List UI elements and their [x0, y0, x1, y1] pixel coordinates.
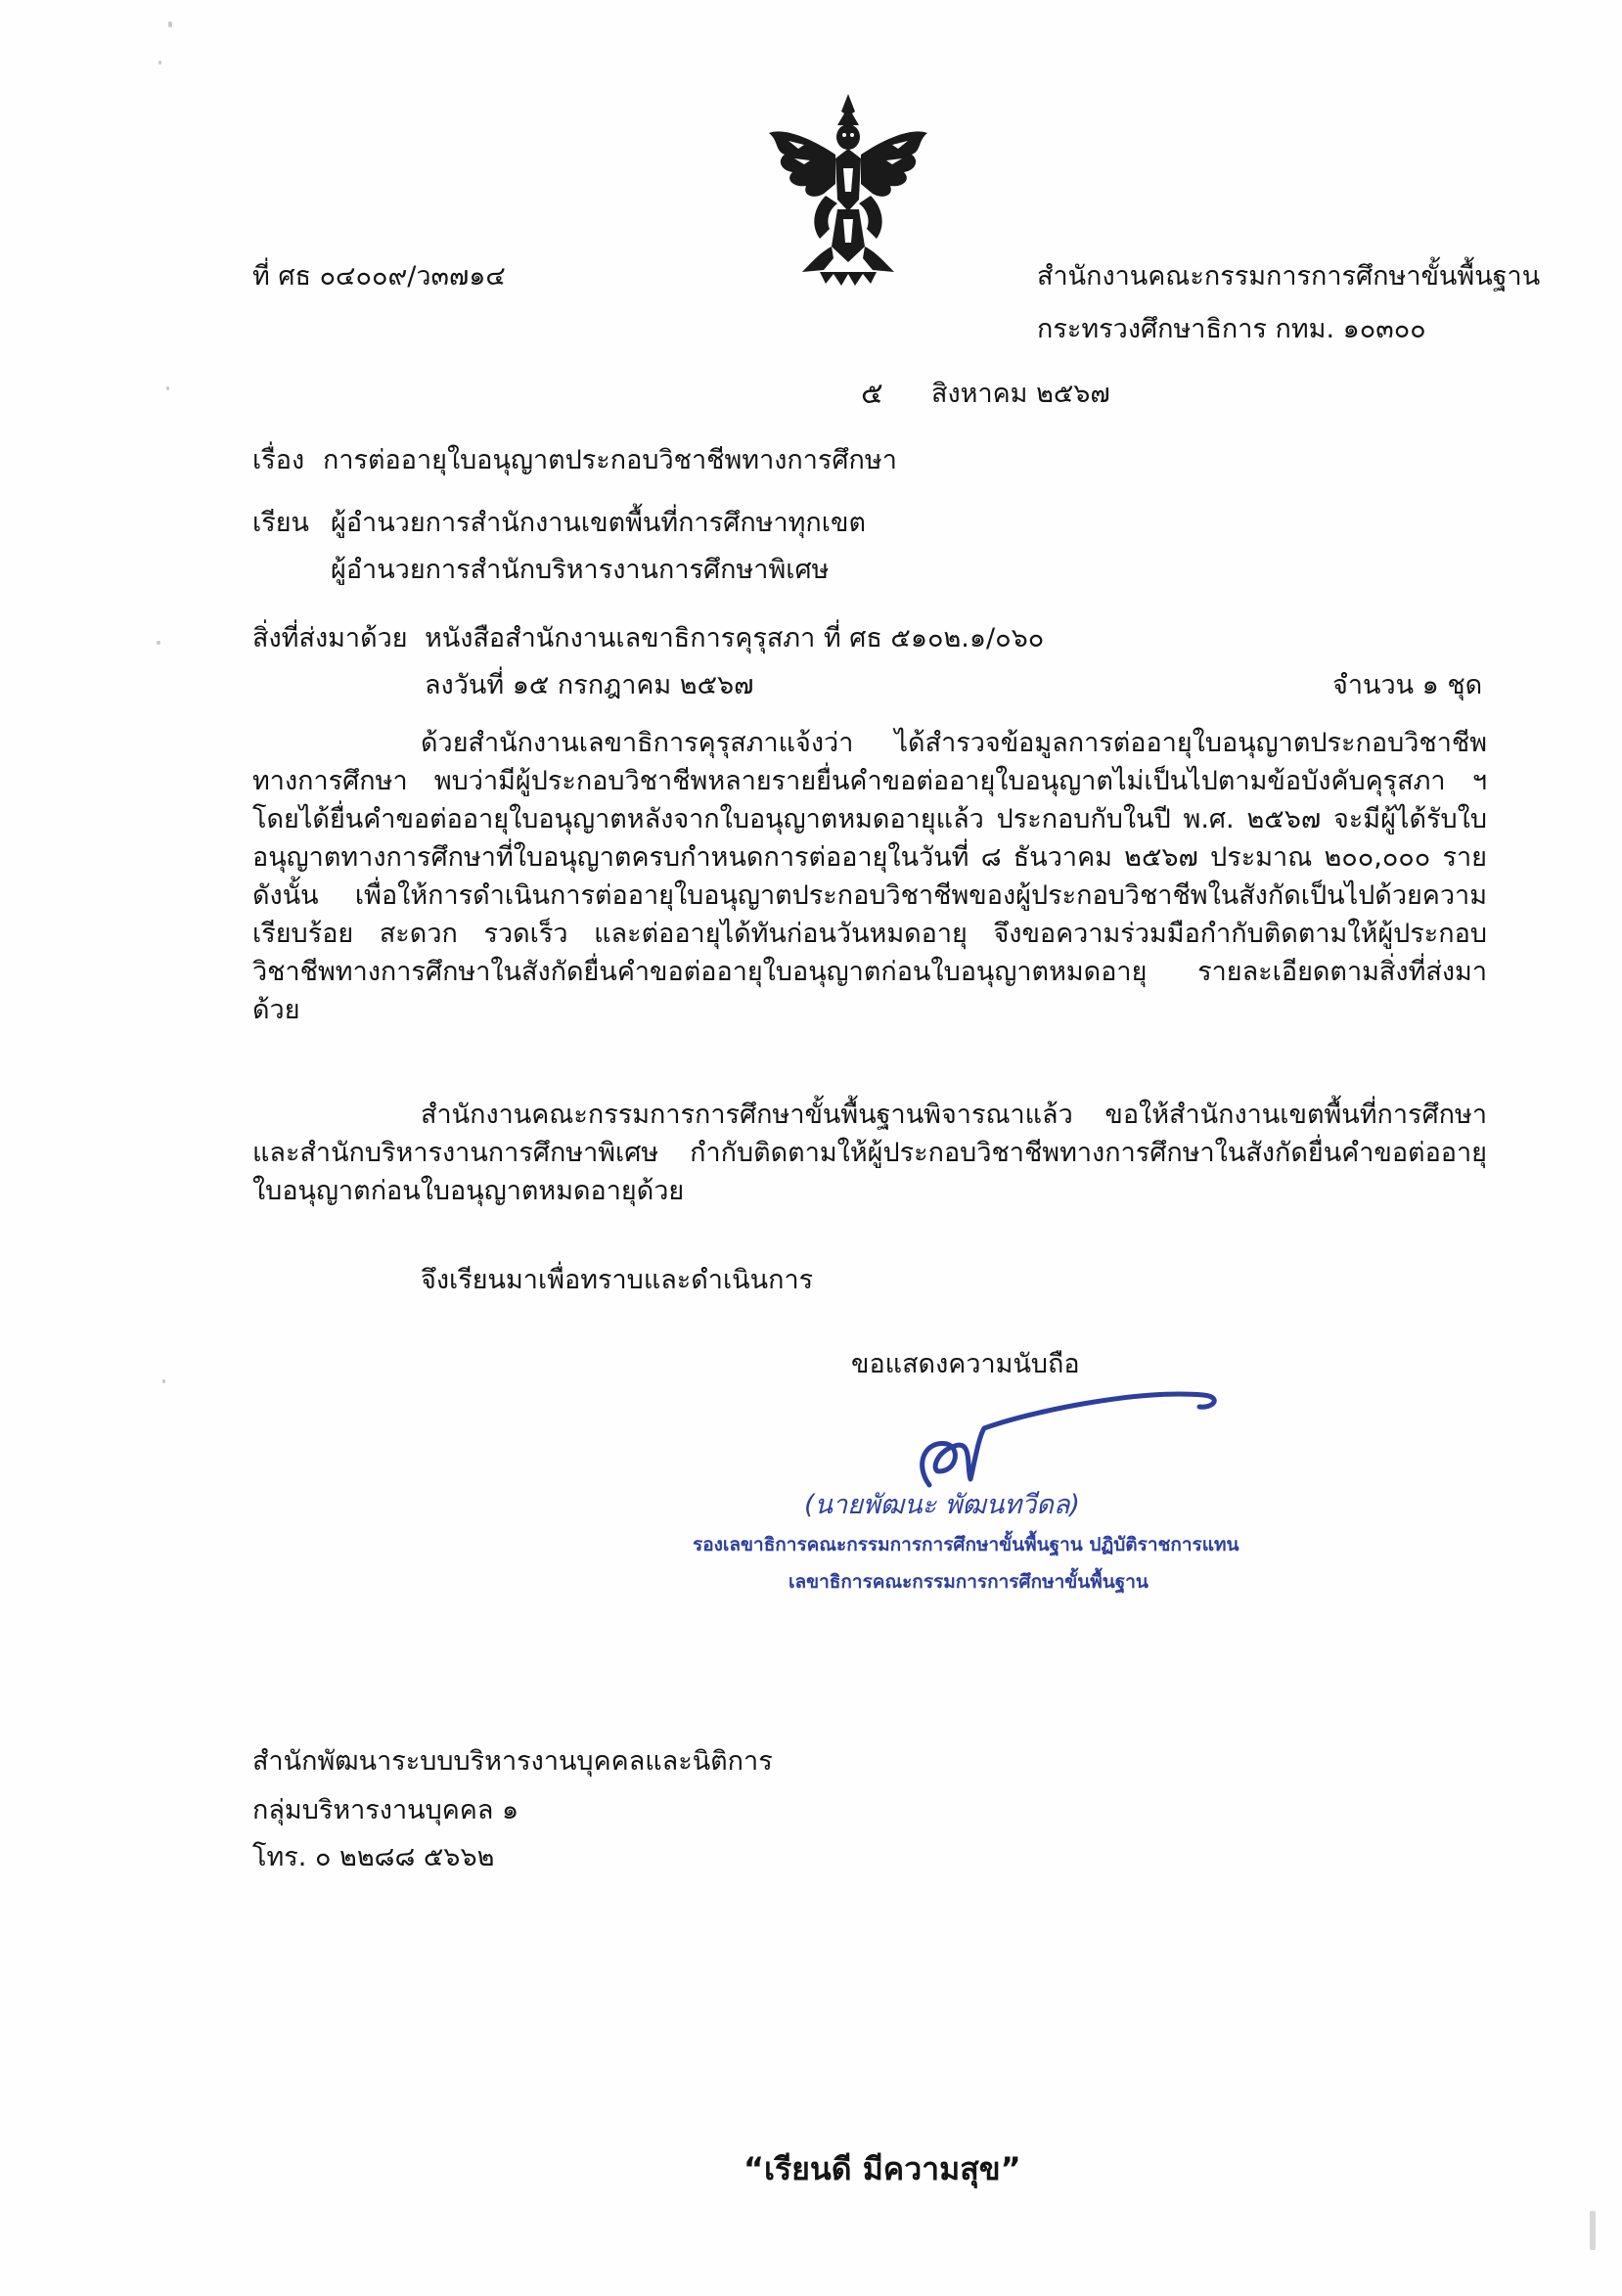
recipient-label: เรียน — [252, 508, 310, 538]
document-number: ที่ ศธ ๐๔๐๐๙/ว๓๗๑๔ — [252, 261, 506, 292]
scan-speck — [166, 386, 169, 390]
enclosure-count: จำนวน ๑ ชุด — [1332, 670, 1483, 700]
closing-request: จึงเรียนมาเพื่อทราบและดำเนินการ — [421, 1265, 814, 1295]
footer-unit-group: กลุ่มบริหารงานบุคคล ๑ — [252, 1795, 519, 1825]
recipient-line2: ผู้อำนวยการสำนักบริหารงานการศึกษาพิเศษ — [331, 555, 830, 585]
sender-org-line1: สำนักงานคณะกรรมการการศึกษาขั้นพื้นฐาน — [1037, 261, 1541, 292]
body-paragraph-2: สำนักงานคณะกรรมการการศึกษาขั้นพื้นฐานพิจารณาแล้ว ขอให้สำนักงานเขตพื้นที่การศึกษาและสำนักบริหารงานการศึกษาพิเศษ กำกับติดตามให้ผู้ประกอบวิชาชีพทางการศึกษาในสังกัดยื่นคำขอต่ออายุใบอนุญาตก่อนใบอนุญาตหมดอายุด้วย — [252, 1100, 1487, 1206]
enclosure-label: สิ่งที่ส่งมาด้วย — [252, 623, 408, 653]
enclosure-line1: หนังสือสำนักงานเลขาธิการคุรุสภา ที่ ศธ ๕๑๐๒.๑/๐๖๐ — [425, 623, 1045, 653]
body-paragraph-1: ด้วยสำนักงานเลขาธิการคุรุสภาแจ้งว่า ได้สำรวจข้อมูลการต่ออายุใบอนุญาตประกอบวิชาชีพทางการศึกษา พบว่ามีผู้ประกอบวิชาชีพหลายรายยื่นคำขอต่ออายุใบอนุญาตไม่เป็นไปตามข้อบังคับคุรุสภา ฯ โดยได้ยื่นคำขอต่ออายุใบอนุญาตหลังจากใบอนุญาตหมดอายุแล้ว ประกอบกับในปี พ.ศ. ๒๕๖๗ จะมีผู้ได้รับใบอนุญาตทางการศึกษาที่ใบอนุญาตครบกำหนดการต่ออายุในวันที่ ๘ ธันวาคม ๒๕๖๗ ประมาณ ๒๐๐,๐๐๐ ราย ดังนั้น เพื่อให้การดำเนินการต่ออายุใบอนุญาตประกอบวิชาชีพของผู้ประกอบวิชาชีพในสังกัดเป็นไปด้วยความเรียบร้อย สะดวก รวดเร็ว และต่ออายุได้ทันก่อนวันหมดอายุ จึงขอความร่วมมือกำกับติดตามให้ผู้ประกอบวิชาชีพทางการศึกษาในสังกัดยื่นคำขอต่ออายุใบอนุญาตก่อนใบอนุญาตหมดอายุ รายละเอียดตามสิ่งที่ส่งมาด้วย — [252, 728, 1487, 1025]
footer-phone: โทร. ๐ ๒๒๘๘ ๕๖๖๒ — [252, 1842, 495, 1872]
scan-speck — [157, 641, 160, 645]
subject-label: เรื่อง — [252, 445, 305, 475]
enclosure-line2: ลงวันที่ ๑๕ กรกฎาคม ๒๕๖๗ — [425, 670, 754, 700]
signer-name: (นายพัฒนะ พัฒนทวีดล) — [804, 1490, 1080, 1520]
subject-text: การต่ออายุใบอนุญาตประกอบวิชาชีพทางการศึกษา — [323, 445, 897, 475]
footer-unit-name: สำนักพัฒนาระบบบริหารงานบุคคลและนิติการ — [252, 1746, 773, 1777]
scan-speck — [158, 61, 161, 65]
scan-speck — [168, 22, 172, 27]
date-day: ๕ — [861, 377, 883, 411]
scan-speck — [1590, 2211, 1596, 2250]
sender-org-line2: กระทรวงศึกษาธิการ กทม. ๑๐๓๐๐ — [1037, 314, 1426, 344]
scan-speck — [162, 1379, 165, 1383]
signer-title-line1: รองเลขาธิการคณะกรรมการการศึกษาขั้นพื้นฐาน ปฏิบัติราชการแทน — [693, 1534, 1239, 1555]
recipient-line1: ผู้อำนวยการสำนักงานเขตพื้นที่การศึกษาทุกเขต — [331, 508, 866, 538]
date-month-year: สิงหาคม ๒๕๖๗ — [931, 379, 1110, 409]
closing-salutation: ขอแสดงความนับถือ — [851, 1349, 1080, 1379]
handwritten-signature-icon — [910, 1370, 1282, 1507]
garuda-emblem-icon — [765, 90, 931, 295]
slogan: “เรียนดี มีความสุข” — [743, 2150, 1021, 2187]
signer-title-line2: เลขาธิการคณะกรรมการการศึกษาขั้นพื้นฐาน — [788, 1571, 1149, 1593]
